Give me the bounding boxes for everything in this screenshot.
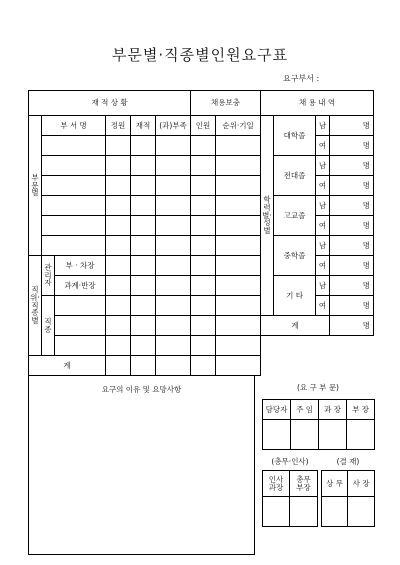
edu-level: 대학졸 — [274, 116, 316, 156]
approval-section-title: (결 재) — [336, 457, 360, 466]
dept-cell[interactable] — [42, 176, 106, 196]
header-quota: 정원 — [106, 116, 131, 136]
col-executive: 상 무 — [322, 471, 348, 497]
count-cell[interactable]: 명 — [330, 176, 374, 196]
dept-cell[interactable] — [42, 136, 106, 156]
female-label: 여 — [316, 216, 330, 236]
total-count-cell[interactable]: 명 — [330, 316, 374, 336]
header-dept-name: 부 서 명 — [42, 116, 106, 136]
edu-level: 기 타 — [274, 276, 316, 316]
side-label-edu: 학력별·성별 — [261, 116, 274, 316]
hiring-table — [260, 90, 374, 336]
header-enrolled: 재적 — [131, 116, 156, 136]
header-over-short: (과)부족 — [156, 116, 191, 136]
dept-cell[interactable] — [42, 236, 106, 256]
reason-label: 요구의 이유 및 요망사항 — [101, 385, 182, 394]
edu-level: 중학졸 — [274, 236, 316, 276]
side-label-dept: 부문별 — [29, 116, 42, 256]
female-label: 여 — [316, 176, 330, 196]
col-hr-manager: 인사과장 — [263, 471, 290, 497]
sign-cell[interactable] — [348, 497, 375, 527]
page-title: 부문별·직종별인원요구표 — [111, 46, 289, 64]
col-president: 사 장 — [348, 471, 375, 497]
status-table — [28, 90, 261, 376]
managers-label: 관리자 — [42, 256, 55, 296]
sign-cell[interactable] — [263, 497, 290, 527]
request-approval-table — [262, 399, 375, 450]
female-label: 여 — [316, 256, 330, 276]
mgr-row-label: 과계·반장 — [55, 276, 106, 296]
count-cell[interactable]: 명 — [330, 216, 374, 236]
header-supplement: 채용보충 — [191, 91, 261, 116]
male-label: 남 — [316, 276, 330, 296]
edu-level: 고교졸 — [274, 196, 316, 236]
male-label: 남 — [316, 116, 330, 136]
male-label: 남 — [316, 196, 330, 216]
col-chief: 주 임 — [291, 400, 319, 420]
final-approval-table — [321, 470, 375, 527]
edu-level: 전대졸 — [274, 156, 316, 196]
sign-cell[interactable] — [347, 420, 375, 450]
dept-cell[interactable] — [42, 156, 106, 176]
count-cell[interactable]: 명 — [330, 136, 374, 156]
header-status: 재 적 상 황 — [29, 91, 191, 116]
col-staff: 담당자 — [263, 400, 291, 420]
header-hiring: 채 용 내 역 — [261, 91, 374, 116]
dept-cell[interactable] — [42, 196, 106, 216]
total-label: 계 — [29, 356, 106, 376]
general-section-title: (총무·인사) — [271, 457, 309, 466]
female-label: 여 — [316, 136, 330, 156]
request-dept-label: 요구부서 : — [283, 74, 320, 83]
male-label: 남 — [316, 156, 330, 176]
reason-box[interactable] — [28, 375, 255, 555]
dept-cell[interactable] — [42, 216, 106, 236]
count-cell[interactable]: 명 — [330, 236, 374, 256]
sign-cell[interactable] — [290, 497, 318, 527]
count-cell[interactable]: 명 — [330, 156, 374, 176]
sign-cell[interactable] — [319, 420, 347, 450]
mgr-row-label: 부 · 차장 — [55, 256, 106, 276]
female-label: 여 — [316, 296, 330, 316]
sign-cell[interactable] — [322, 497, 348, 527]
col-ga-head: 총무부장 — [290, 471, 318, 497]
count-cell[interactable]: 명 — [330, 296, 374, 316]
general-approval-table — [262, 470, 318, 527]
count-cell[interactable]: 명 — [330, 276, 374, 296]
side-label-job: 직위·직종별 — [29, 256, 42, 356]
col-dept-head: 부 장 — [347, 400, 375, 420]
count-cell[interactable]: 명 — [330, 256, 374, 276]
job-label: 직종 — [42, 296, 55, 356]
request-section-title: (요 구 부 문) — [297, 383, 339, 392]
header-priority: 순위·기일 — [216, 116, 261, 136]
sign-cell[interactable] — [263, 420, 291, 450]
right-total-label: 계 — [261, 316, 330, 336]
header-headcount: 인원 — [191, 116, 216, 136]
sign-cell[interactable] — [291, 420, 319, 450]
male-label: 남 — [316, 236, 330, 256]
count-cell[interactable]: 명 — [330, 116, 374, 136]
count-cell[interactable]: 명 — [330, 196, 374, 216]
col-section-head: 과 장 — [319, 400, 347, 420]
